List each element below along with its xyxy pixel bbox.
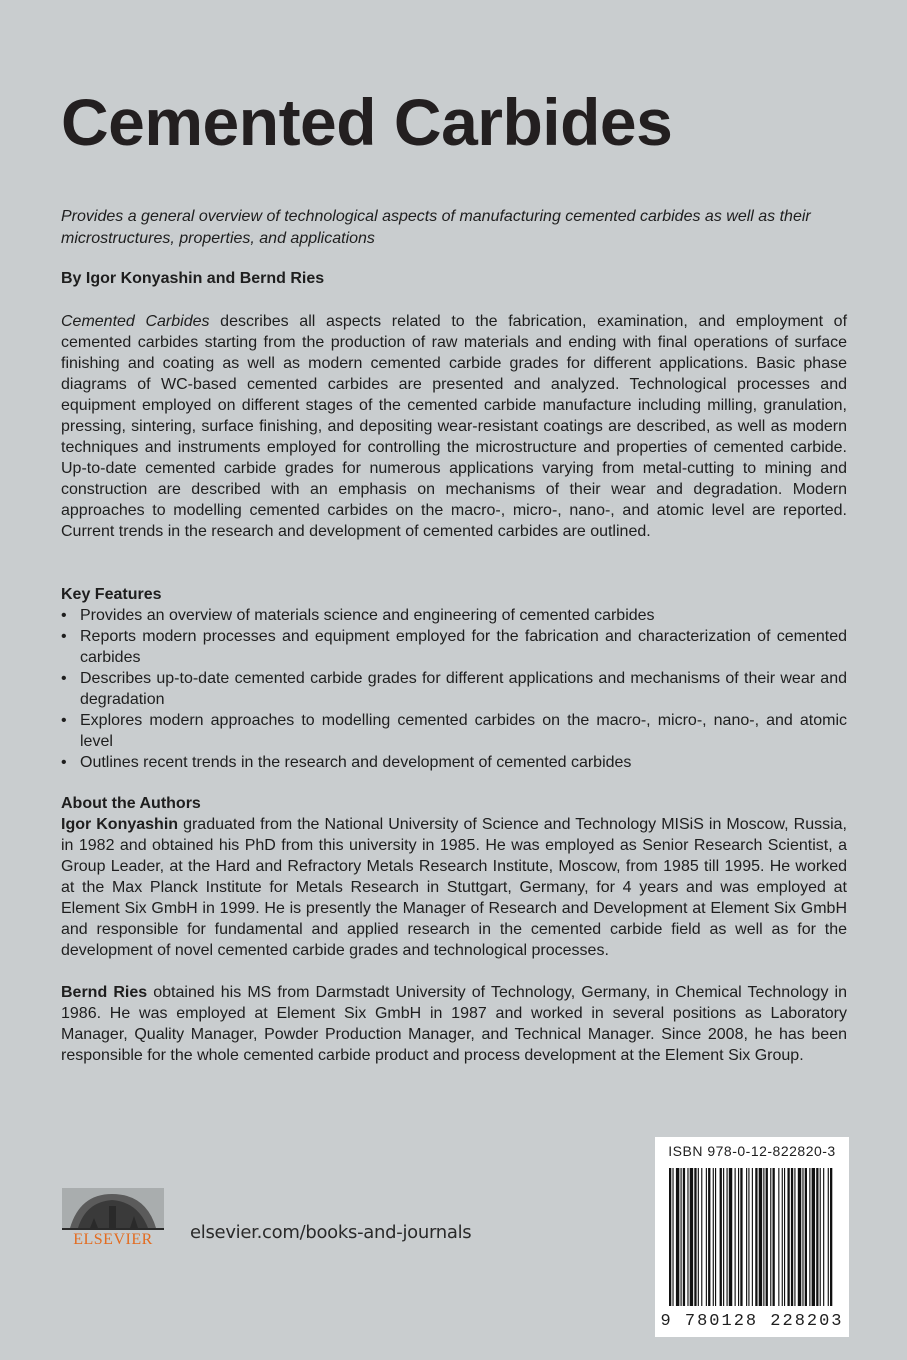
bullet-icon: • — [61, 670, 67, 687]
list-item — [61, 605, 847, 626]
barcode-bar — [735, 1168, 736, 1306]
barcode-bar — [715, 1168, 716, 1306]
barcode-bar — [669, 1168, 671, 1306]
key-features-section — [61, 584, 847, 773]
barcode-bar — [752, 1168, 753, 1306]
barcode-bar — [782, 1168, 783, 1306]
feature-text: Outlines recent trends in the research and development of cemented carbides — [80, 754, 632, 771]
barcode-bar — [787, 1168, 789, 1306]
barcode-bar — [763, 1168, 764, 1306]
book-byline: By Igor Konyashin and Bernd Ries — [61, 270, 325, 287]
barcode-bar — [698, 1168, 699, 1306]
bullet-icon: • — [61, 712, 67, 729]
key-features-list — [61, 605, 847, 773]
author-name: Bernd Ries — [61, 984, 148, 1001]
bullet-icon: • — [61, 607, 67, 624]
barcode-bar — [690, 1168, 693, 1306]
book-title: Cemented Carbides — [61, 85, 673, 159]
barcode-bar — [816, 1168, 818, 1306]
barcode-bar — [805, 1168, 807, 1306]
barcode-bar — [778, 1168, 779, 1306]
description-lead: Cemented Carbides — [61, 313, 210, 330]
barcode-bar — [746, 1168, 747, 1306]
tree-emblem-icon — [62, 1188, 164, 1230]
feature-text: Describes up-to-date cemented carbide grades for different applications and mechanisms of their wear and degradation — [80, 670, 847, 708]
barcode-bar — [683, 1168, 685, 1306]
book-tagline: Provides a general overview of technological aspects of manufacturing cemented carbides as well as their microstructures, properties, and applications — [61, 208, 811, 247]
list-item — [61, 752, 847, 773]
feature-text: Reports modern processes and equipment employed for the fabrication and characterization of cemented carbides — [80, 628, 847, 666]
bullet-icon: • — [61, 754, 67, 771]
barcode-bar — [713, 1168, 714, 1306]
list-item — [61, 710, 847, 752]
barcode-bar — [706, 1168, 707, 1306]
barcode-bar — [823, 1168, 824, 1306]
barcode-bar — [701, 1168, 702, 1306]
isbn-label: ISBN 978-0-12-822820-3 — [668, 1143, 836, 1159]
barcode-bar — [694, 1168, 696, 1306]
barcode-bar — [794, 1168, 795, 1306]
barcode-bar — [672, 1168, 673, 1306]
barcode-icon — [665, 1168, 839, 1310]
barcode-bar — [727, 1168, 728, 1306]
barcode-bar — [755, 1168, 757, 1306]
barcode-bar — [784, 1168, 785, 1306]
bullet-icon: • — [61, 628, 67, 645]
barcode-bar — [809, 1168, 810, 1306]
barcode-bar — [773, 1168, 775, 1306]
feature-text: Provides an overview of materials science and engineering of cemented carbides — [80, 607, 655, 624]
barcode-bar — [770, 1168, 771, 1306]
barcode-bar — [681, 1168, 682, 1306]
barcode-bar — [766, 1168, 768, 1306]
barcode-bar — [812, 1168, 815, 1306]
barcode-number: 9 780128 228203 — [660, 1312, 844, 1331]
book-description — [61, 311, 847, 542]
publisher-url: elsevier.com/books-and-journals — [190, 1222, 472, 1243]
barcode-bar — [738, 1168, 739, 1306]
key-features-heading: Key Features — [61, 586, 162, 603]
barcode-bar — [759, 1168, 762, 1306]
list-item — [61, 668, 847, 710]
barcode-bar — [723, 1168, 724, 1306]
barcode-panel — [655, 1137, 849, 1337]
elsevier-wordmark: ELSEVIER — [73, 1231, 153, 1246]
author-name: Igor Konyashin — [61, 816, 179, 833]
barcode-bar — [748, 1168, 749, 1306]
barcode-bar — [740, 1168, 742, 1306]
description-body: describes all aspects related to the fabrication, examination, and employment of cemented carbides starting from the production of raw materials and ending with final operations of surface finishing and coating as well as modern cemented carbide grades for different applications. Basic phase diagrams of WC-based cemented carbides are presented and analyzed. Technological processes and equipment employed on different stages of the cemented carbide manufacture including milling, granulation, pressing, sintering, surface finishing, and depositing wear-resistant coatings are described, as well as modern techniques and instruments employed for controlling the microstructure and properties of cemented carbide. Up-to-date cemented carbide grades for numerous applications varying from metal-cutting to mining and construction are described with an emphasis on mechanisms of their wear and degradation. Modern approaches to modelling cemented carbides on the macro-, micro-, nano-, and atomic level are reported. Current trends in the research and development of cemented carbides are outlined. — [61, 313, 848, 540]
barcode-bar — [820, 1168, 821, 1306]
barcode-bar — [802, 1168, 803, 1306]
author-bio — [61, 814, 847, 961]
barcode-bar — [830, 1168, 832, 1306]
barcode-bar — [798, 1168, 801, 1306]
author-bio-text: obtained his MS from Darmstadt University of Technology, Germany, in Chemical Technology in 1986. He was employed at Element Six GmbH in 1987 and worked in several positions as Laboratory Manager, Quality Manager, Powder Production Manager, and Technical Manager. Since 2008, he has been responsible for the whole cemented carbide product and process development at the Element Six Group. — [61, 984, 847, 1064]
barcode-bar — [791, 1168, 793, 1306]
elsevier-logo — [60, 1188, 166, 1246]
barcode-bar — [729, 1168, 732, 1306]
barcode-bar — [687, 1168, 688, 1306]
barcode-bar — [828, 1168, 829, 1306]
about-authors-section — [61, 793, 847, 1066]
author-bio-text: graduated from the National University of Science and Technology MISiS in Moscow, Russia, in 1982 and obtained his PhD from this university in 1985. He was employed as Senior Research Scientist, a Group Leader, at the Hard and Refractory Metals Research Institute, Moscow, from 1985 till 1995. He worked at the Max Planck Institute for Metals Research in Stuttgart, Germany, for 4 years and was employed at Element Six GmbH in 1999. He is presently the Manager of Research and Development at Element Six GmbH and responsible for fundamental and applied research in the cemented carbide field as well as for the development of novel cemented carbide grades and technological processes. — [61, 816, 848, 959]
barcode-bar — [720, 1168, 722, 1306]
about-authors-heading: About the Authors — [61, 795, 201, 812]
author-bio — [61, 982, 847, 1066]
barcode-bar — [708, 1168, 710, 1306]
list-item — [61, 626, 847, 668]
barcode-bar — [676, 1168, 679, 1306]
feature-text: Explores modern approaches to modelling cemented carbides on the macro-, micro-, nano-, and atomic level — [80, 712, 847, 750]
